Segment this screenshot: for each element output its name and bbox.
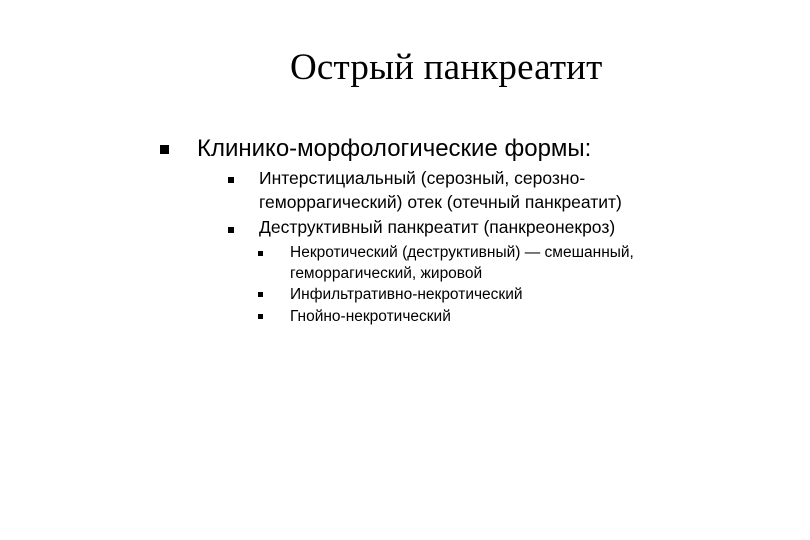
level3-item-infiltrative: [290, 284, 523, 305]
level1-bullet-icon: [160, 145, 169, 154]
level3-item-purulent: [290, 306, 451, 327]
level1-item-clinical-forms: Клинико-морфологические формы:: [197, 135, 592, 162]
level3-item-purulent-line1: Гнойно-некротический: [290, 308, 451, 325]
level3-item-infiltrative-line1: Инфильтративно-некротический: [290, 286, 523, 303]
level3-item-necrotic-line2: геморрагический, жировой: [290, 265, 483, 282]
level3-bullet-icon: [258, 251, 263, 256]
level2-bullet-icon: [228, 177, 234, 183]
level2-item-interstitial: [259, 166, 622, 214]
level2-item-interstitial-line2: геморрагический) отек (отечный панкреатит): [259, 192, 622, 212]
level2-item-interstitial-line1: Интерстициальный (серозный, серозно-: [259, 168, 586, 188]
level3-bullet-icon: [258, 314, 263, 319]
slide-title: Острый панкреатит: [290, 47, 603, 88]
level3-item-necrotic: [290, 242, 634, 284]
level3-item-necrotic-line1: Некротический (деструктивный) — смешанный,: [290, 244, 634, 261]
level3-bullet-icon: [258, 292, 263, 297]
level2-item-destructive-line1: Деструктивный панкреатит (панкреонекроз): [259, 217, 616, 237]
level2-item-destructive: [259, 215, 615, 239]
level2-bullet-icon: [228, 227, 234, 233]
